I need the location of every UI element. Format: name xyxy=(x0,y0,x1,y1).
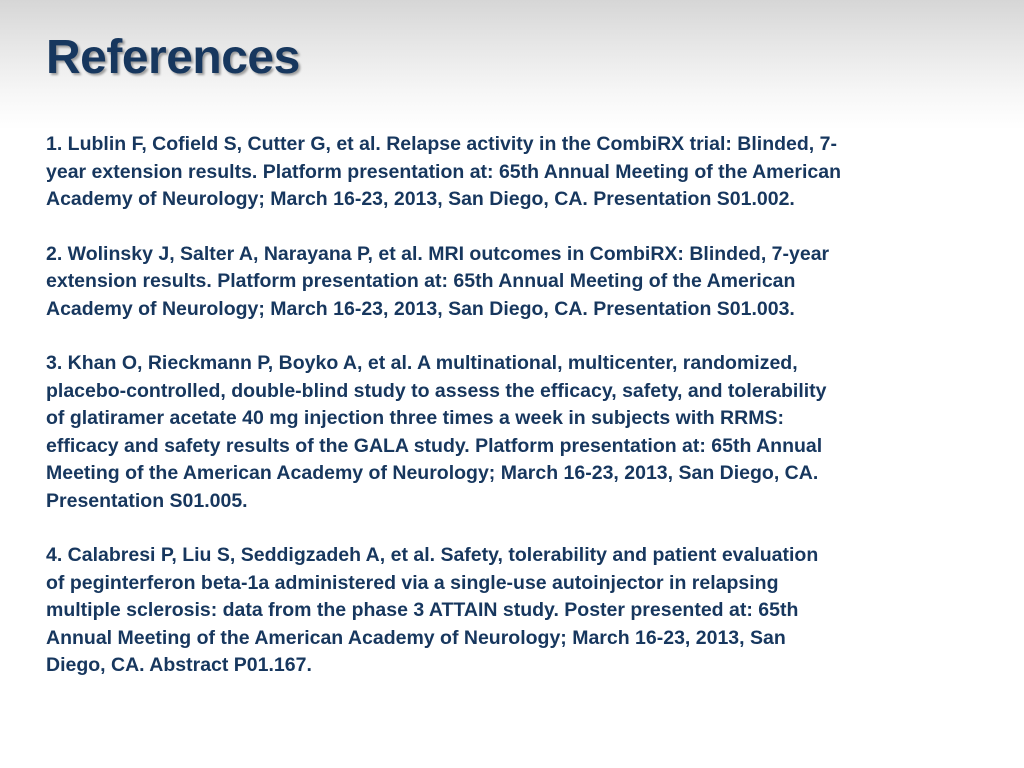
reference-line: efficacy and safety results of the GALA study. Platform presentation at: 65th Annual xyxy=(46,434,823,457)
reference-item-3 xyxy=(46,350,986,515)
page-title: References xyxy=(46,31,300,84)
reference-line: Diego, CA. Abstract P01.167. xyxy=(46,654,312,676)
reference-item-4 xyxy=(46,542,986,680)
reference-line: 1. Lublin F, Cofield S, Cutter G, et al. Relapse activity in the CombiRX trial: Blinded, 7- xyxy=(46,133,837,155)
reference-line: year extension results. Platform presentation at: 65th Annual Meeting of the American xyxy=(46,160,841,183)
reference-line: extension results. Platform presentation at: 65th Annual Meeting of the American xyxy=(46,270,796,292)
reference-line: Academy of Neurology; March 16-23, 2013, San Diego, CA. Presentation S01.002. xyxy=(46,188,795,210)
reference-line: 2. Wolinsky J, Salter A, Narayana P, et al. MRI outcomes in CombiRX: Blinded, 7-year xyxy=(46,242,830,265)
reference-line: Academy of Neurology; March 16-23, 2013, San Diego, CA. Presentation S01.003. xyxy=(46,297,795,320)
reference-line: 4. Calabresi P, Liu S, Seddigzadeh A, et al. Safety, tolerability and patient evaluation xyxy=(46,544,819,566)
reference-line: multiple sclerosis: data from the phase 3 ATTAIN study. Poster presented at: 65th xyxy=(46,599,799,621)
reference-line: Meeting of the American Academy of Neurology; March 16-23, 2013, San Diego, CA. xyxy=(46,462,819,484)
reference-list xyxy=(46,131,986,707)
reference-line: Presentation S01.005. xyxy=(46,489,248,512)
reference-line: of glatiramer acetate 40 mg injection three times a week in subjects with RRMS: xyxy=(46,407,784,429)
reference-item-1 xyxy=(46,131,986,214)
reference-item-2 xyxy=(46,241,986,324)
reference-line: of peginterferon beta-1a administered via a single-use autoinjector in relapsing xyxy=(46,571,779,594)
reference-line: 3. Khan O, Rieckmann P, Boyko A, et al. A multinational, multicenter, randomized, xyxy=(46,352,798,374)
reference-line: placebo-controlled, double-blind study to assess the efficacy, safety, and tolerability xyxy=(46,379,827,402)
reference-line: Annual Meeting of the American Academy of Neurology; March 16-23, 2013, San xyxy=(46,626,786,649)
